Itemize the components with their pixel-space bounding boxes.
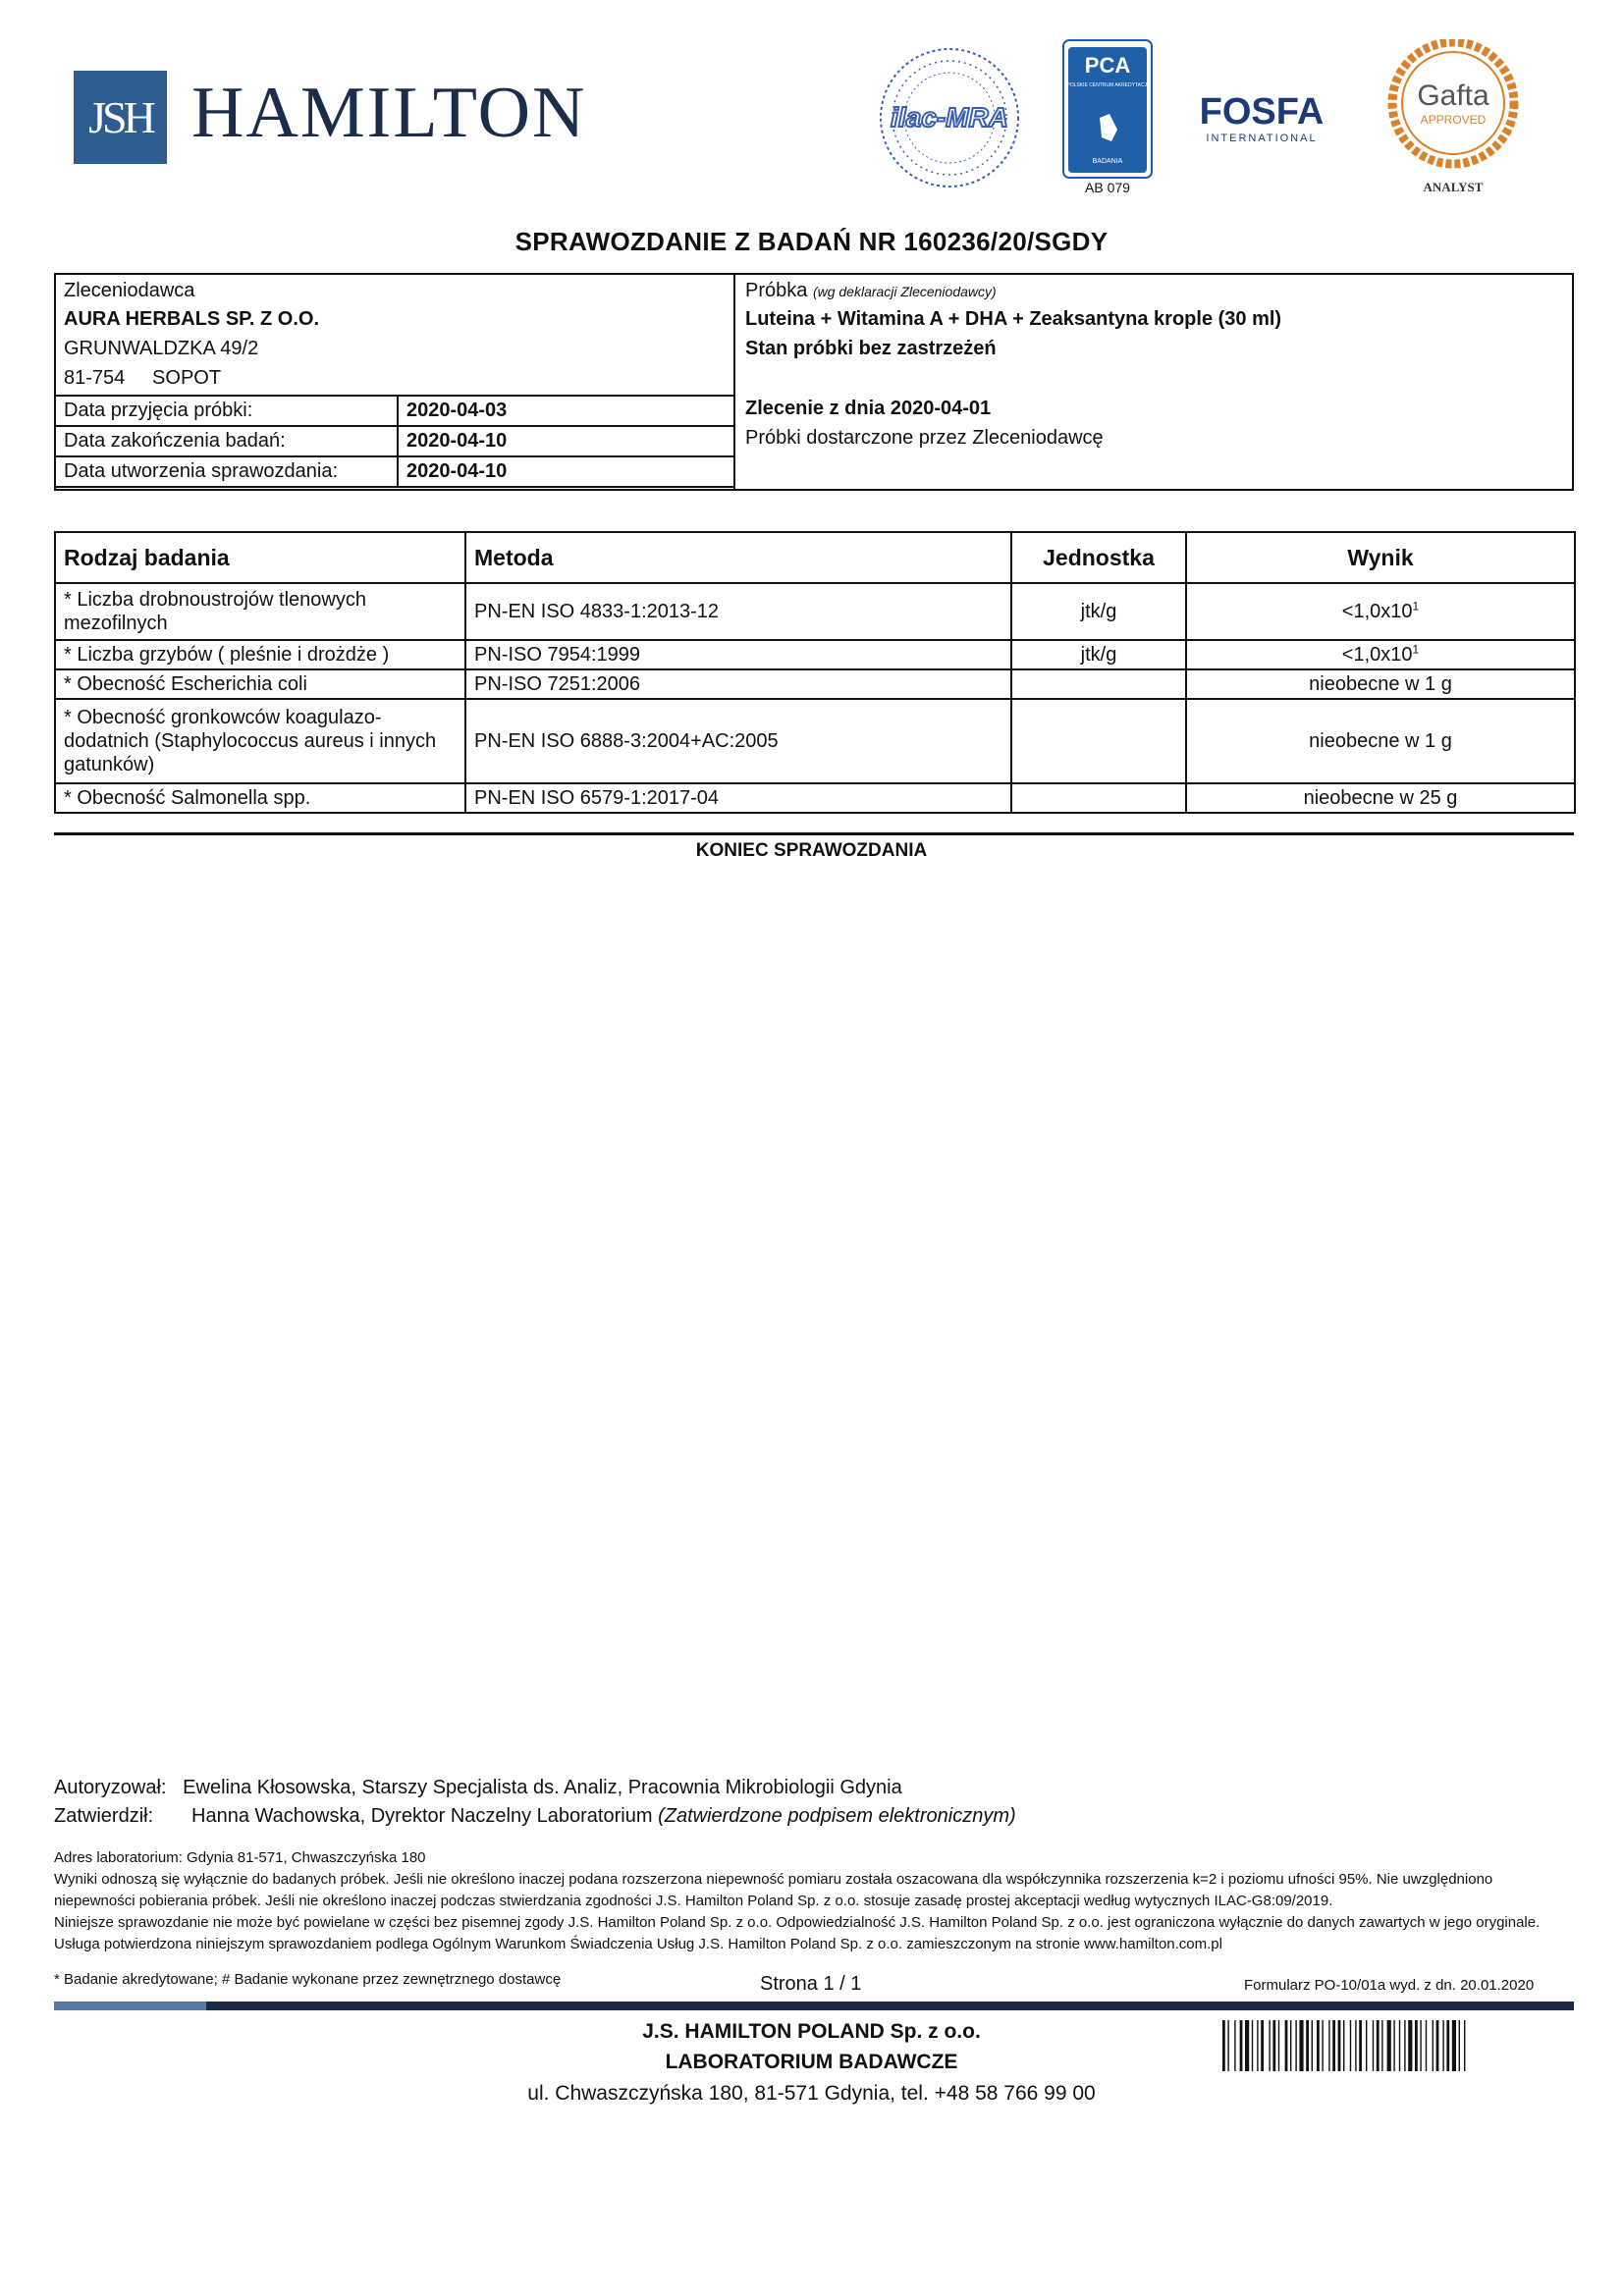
order-date: Zlecenie z dnia 2020-04-01: [745, 398, 992, 419]
approved-line: [54, 1805, 1016, 1828]
date-value: 2020-04-10: [398, 426, 734, 456]
barcode-bar: [1299, 2020, 1303, 2071]
col-header-test: Rodzaj badania: [55, 532, 465, 583]
barcode-bar: [1404, 2020, 1405, 2071]
ilac-label: ilac-MRA: [891, 102, 1008, 133]
footer-company: J.S. HAMILTON POLAND Sp. z o.o.: [642, 2020, 981, 2043]
client-city: 81-754 SOPOT: [64, 367, 222, 389]
barcode-bar: [1245, 2020, 1249, 2071]
footer-bar-accent: [54, 2002, 206, 2010]
test-method: PN-ISO 7251:2006: [465, 669, 1011, 699]
date-row: [55, 426, 734, 456]
fosfa-logo: [1193, 90, 1330, 149]
test-unit: [1011, 783, 1186, 813]
barcode-bar: [1338, 2020, 1341, 2071]
result-value: <1,0x10: [1341, 601, 1413, 622]
barcode-bar: [1426, 2020, 1427, 2071]
barcode-bar: [1322, 2020, 1323, 2071]
pca-logo: [1062, 39, 1153, 185]
barcode-bar: [1420, 2020, 1421, 2071]
col-header-unit: Jednostka: [1011, 532, 1186, 583]
test-method: PN-ISO 7954:1999: [465, 640, 1011, 669]
table-row: [55, 583, 1575, 640]
approved-by: Hanna Wachowska, Dyrektor Naczelny Laboratorium: [191, 1805, 653, 1827]
barcode-bar: [1312, 2020, 1313, 2071]
result-exponent: 1: [1412, 642, 1420, 657]
barcode-bar: [1272, 2020, 1275, 2071]
barcode-bar: [1446, 2020, 1449, 2071]
table-row: [55, 783, 1575, 813]
table-row: [55, 699, 1575, 783]
barcode-bar: [1261, 2020, 1264, 2071]
test-name: * Liczba drobnoustrojów tlenowych mezofilnych: [55, 583, 465, 640]
barcode-bar: [1269, 2020, 1270, 2071]
barcode-bar: [1240, 2020, 1243, 2071]
accreditation-footnote: * Badanie akredytowane; # Badanie wykonane przez zewnętrznego dostawcę: [54, 1971, 562, 1988]
fosfa-label: FOSFA: [1199, 91, 1325, 133]
gafta-role: ANALYST: [1423, 180, 1484, 194]
col-header-result: Wynik: [1186, 532, 1575, 583]
barcode-bar: [1464, 2020, 1465, 2071]
lab-address-note: Adres laboratorium: Gdynia 81-571, Chwaszczyńska 180: [54, 1849, 426, 1866]
barcode-bar: [1234, 2020, 1235, 2071]
date-label: Data zakończenia badań:: [55, 426, 398, 456]
form-id: Formularz PO-10/01a wyd. z dn. 20.01.2020: [1244, 1977, 1535, 1994]
pca-badge: BADANIA: [1092, 158, 1123, 165]
barcode-bar: [1399, 2020, 1400, 2071]
barcode-bar: [1366, 2020, 1367, 2071]
barcode-bar: [1436, 2020, 1439, 2071]
barcode-bar: [1317, 2020, 1320, 2071]
test-result: nieobecne w 1 g: [1186, 669, 1575, 699]
end-of-report: KONIEC SPRAWOZDANIA: [695, 840, 928, 861]
test-result: [1186, 640, 1575, 669]
date-label: Data przyjęcia próbki:: [55, 396, 398, 426]
jsh-logo-mark: JSH: [74, 71, 167, 164]
approved-note: (Zatwierdzone podpisem elektronicznym): [658, 1805, 1016, 1827]
sample-label-note: (wg deklaracji Zleceniodawcy): [812, 284, 997, 299]
barcode-bar: [1442, 2020, 1443, 2071]
end-divider: [54, 832, 1574, 835]
barcode: [1222, 2020, 1561, 2071]
client-street: GRUNWALDZKA 49/2: [64, 338, 259, 359]
barcode-bar: [1306, 2020, 1309, 2071]
barcode-bar: [1290, 2020, 1291, 2071]
barcode-bar: [1332, 2020, 1335, 2071]
authorized-by: Ewelina Kłosowska, Starszy Specjalista ds. Analiz, Pracownia Mikrobiologii Gdynia: [183, 1777, 902, 1798]
barcode-bar: [1257, 2020, 1258, 2071]
gafta-logo: [1380, 39, 1527, 196]
test-result: nieobecne w 1 g: [1186, 699, 1575, 783]
sample-product: Luteina + Witamina A + DHA + Zeaksantyna krople (30 ml): [745, 308, 1282, 330]
test-result: [1186, 583, 1575, 640]
test-name: * Obecność gronkowców koagulazo-dodatnich (Staphylococcus aureus i innych gatunków): [55, 699, 465, 783]
pca-sub: POLSKIE CENTRUM AKREDYTACJI: [1066, 82, 1149, 88]
date-value: 2020-04-10: [398, 456, 734, 487]
test-unit: jtk/g: [1011, 640, 1186, 669]
gafta-sub: APPROVED: [1420, 113, 1487, 127]
test-unit: jtk/g: [1011, 583, 1186, 640]
barcode-bar: [1373, 2020, 1374, 2071]
test-name: * Obecność Salmonella spp.: [55, 783, 465, 813]
client-label: Zleceniodawca: [64, 280, 195, 301]
result-exponent: 1: [1412, 599, 1420, 614]
pca-label: PCA: [1084, 53, 1131, 78]
test-unit: [1011, 669, 1186, 699]
barcode-bar: [1355, 2020, 1356, 2071]
barcode-bar: [1252, 2020, 1253, 2071]
barcode-bar: [1381, 2020, 1382, 2071]
test-name: * Obecność Escherichia coli: [55, 669, 465, 699]
barcode-bar: [1415, 2020, 1418, 2071]
barcode-bar: [1285, 2020, 1288, 2071]
barcode-bar: [1408, 2020, 1412, 2071]
barcode-bar: [1433, 2020, 1434, 2071]
date-row: [55, 456, 734, 487]
barcode-bar: [1328, 2020, 1329, 2071]
authorized-line: [54, 1777, 902, 1799]
barcode-bar: [1350, 2020, 1351, 2071]
date-label: Data utworzenia sprawozdania:: [55, 456, 398, 487]
results-header-row: [55, 532, 1575, 583]
col-header-method: Metoda: [465, 532, 1011, 583]
barcode-bar: [1459, 2020, 1460, 2071]
barcode-bar: [1387, 2020, 1391, 2071]
test-unit: [1011, 699, 1186, 783]
sample-delivered: Próbki dostarczone przez Zleceniodawcę: [745, 427, 1104, 449]
test-method: PN-EN ISO 4833-1:2013-12: [465, 583, 1011, 640]
barcode-bar: [1343, 2020, 1344, 2071]
disclaimer-copy: Niniejsze sprawozdanie nie może być powielane w części bez pisemnej zgody J.S. Hamilton Poland Sp. z o.o. Odpowiedzialność J.S. Hamilton Poland Sp. z o.o. jest ograniczona wyłącznie do danych zawartych w jego oryginale. Usługa potwierdzona niniejszym sprawozdaniem podlega Ogólnym Warunkom Świadczenia Usług J.S. Hamilton Poland Sp. z o.o. zamieszczonym na stronie www.hamilton.com.pl: [54, 1914, 1541, 1952]
barcode-bar: [1295, 2020, 1296, 2071]
report-title: SPRAWOZDANIE Z BADAŃ NR 160236/20/SGDY: [514, 227, 1109, 256]
client-name: AURA HERBALS SP. Z O.O.: [64, 308, 320, 330]
date-value: 2020-04-03: [398, 396, 734, 426]
gafta-label: Gafta: [1417, 80, 1489, 112]
test-result: nieobecne w 25 g: [1186, 783, 1575, 813]
test-name: * Liczba grzybów ( pleśnie i drożdże ): [55, 640, 465, 669]
results-table: [54, 531, 1576, 814]
fosfa-sub: INTERNATIONAL: [1206, 133, 1318, 144]
footer-bar: [206, 2002, 1574, 2010]
company-logo-text: HAMILTON: [191, 73, 587, 153]
barcode-bar: [1452, 2020, 1456, 2071]
footer-lab: LABORATORIUM BADAWCZE: [665, 2051, 958, 2073]
ilac-mra-logo: [877, 44, 1022, 191]
page-number: Strona 1 / 1: [760, 1973, 862, 1995]
dates-table: [54, 395, 735, 488]
sample-label-line: [745, 279, 997, 303]
approved-label: Zatwierdził:: [54, 1805, 154, 1827]
barcode-bar: [1222, 2020, 1225, 2071]
sample-label: Próbka: [745, 280, 808, 301]
table-row: [55, 640, 1575, 669]
date-row: [55, 396, 734, 426]
barcode-bar: [1393, 2020, 1394, 2071]
table-row: [55, 669, 1575, 699]
barcode-bar: [1377, 2020, 1380, 2071]
pca-code: AB 079: [1085, 180, 1130, 195]
footer-address: ul. Chwaszczyńska 180, 81-571 Gdynia, tel. +48 58 766 99 00: [527, 2082, 1096, 2105]
barcode-bar: [1278, 2020, 1279, 2071]
test-method: PN-EN ISO 6579-1:2017-04: [465, 783, 1011, 813]
barcode-bar: [1227, 2020, 1228, 2071]
result-value: <1,0x10: [1341, 644, 1413, 666]
authorized-label: Autoryzował:: [54, 1777, 167, 1798]
sample-condition: Stan próbki bez zastrzeżeń: [745, 338, 997, 359]
test-method: PN-EN ISO 6888-3:2004+AC:2005: [465, 699, 1011, 783]
barcode-bar: [1359, 2020, 1362, 2071]
disclaimer-uncertainty: Wyniki odnoszą się wyłącznie do badanych próbek. Jeśli nie określono inaczej podana rozszerzona niepewność pomiaru została oszacowana dla współczynnika rozszerzenia k=2 i poziomu ufności 95%. Nie uwzględniono niepewności pobierania próbek. Jeśli nie określono inaczej podczas stwierdzania zgodności J.S. Hamilton Poland Sp. z o.o. stosuje zasadę prostej akceptacji według wytycznych ILAC-G8:09/2019.: [54, 1871, 1493, 1909]
